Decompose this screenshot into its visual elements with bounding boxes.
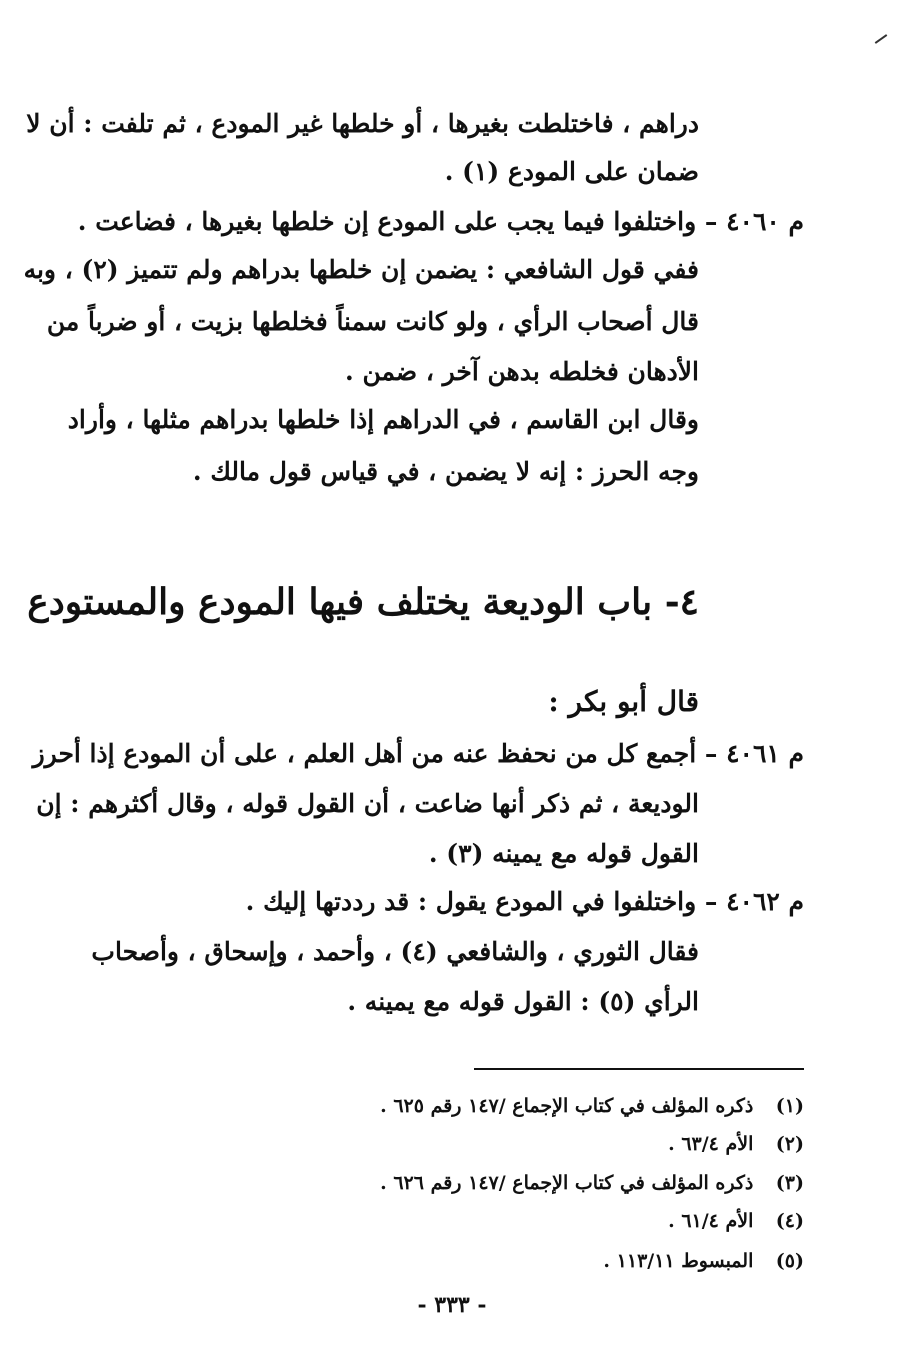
footnote-text: المبسوط ١١٣/١١ .	[603, 1250, 754, 1272]
body-line: فقال الثوري ، والشافعي (٤) ، وأحمد ، وإسحاق ، وأصحاب	[91, 937, 699, 966]
footnote-number: (١)	[775, 1095, 804, 1117]
speaker-line: قال أبو بكر :	[548, 685, 699, 718]
body-line: وقال ابن القاسم ، في الدراهم إذا خلطها بدراهم مثلها ، وأراد	[67, 405, 699, 434]
footnote	[324, 1247, 804, 1275]
footnote-number: (٢)	[775, 1133, 804, 1155]
body-line: القول قوله مع يمينه (٣) .	[428, 839, 699, 868]
body-line: الوديعة ، ثم ذكر أنها ضاعت ، أن القول قوله ، وقال أكثرهم : إن	[36, 789, 699, 818]
footnote-number: (٤)	[775, 1210, 804, 1232]
page-number: - ٣٣٣ -	[417, 1292, 487, 1318]
issue-4060-line: م ٤٠٦٠ – واختلفوا فيما يجب على المودع إن خلطها بغيرها ، فضاعت .	[77, 207, 804, 236]
body-line: ففي قول الشافعي : يضمن إن خلطها بدراهم ولم تتميز (٢) ، وبه	[23, 255, 699, 284]
footnote-text: ذكره المؤلف في كتاب الإجماع /١٤٧ رقم ٦٢٦ .	[380, 1172, 754, 1194]
body-line: الأدهان فخلطه بدهن آخر ، ضمن .	[345, 357, 699, 386]
body-line: دراهم ، فاختلطت بغيرها ، أو خلطها غير المودع ، ثم تلفت : أن لا	[26, 109, 699, 138]
footnote	[324, 1169, 804, 1197]
corner-mark	[875, 34, 888, 44]
footnote-number: (٥)	[775, 1250, 804, 1272]
footnote-number: (٣)	[775, 1172, 804, 1194]
footnote	[324, 1130, 804, 1158]
footnote-text: ذكره المؤلف في كتاب الإجماع /١٤٧ رقم ٦٢٥ .	[380, 1095, 754, 1117]
footnote	[324, 1207, 804, 1235]
body-line: الرأي (٥) : القول قوله مع يمينه .	[347, 987, 699, 1016]
chapter-heading: ٤- باب الوديعة يختلف فيها المودع والمستودع	[27, 581, 699, 623]
footnote-text: الأم ٦١/٤ .	[668, 1210, 754, 1232]
body-line: ضمان على المودع (١) .	[444, 157, 699, 186]
footnote-separator	[474, 1068, 804, 1070]
footnote	[324, 1092, 804, 1120]
footnote-text: الأم ٦٣/٤ .	[668, 1133, 754, 1155]
body-line: وجه الحرز : إنه لا يضمن ، في قياس قول مالك .	[192, 457, 699, 486]
issue-4061-line: م ٤٠٦١ – أجمع كل من نحفظ عنه من أهل العلم ، على أن المودع إذا أحرز	[32, 739, 804, 768]
body-line: قال أصحاب الرأي ، ولو كانت سمناً فخلطها بزيت ، أو ضرباً من	[46, 307, 699, 336]
issue-4062-line: م ٤٠٦٢ – واختلفوا في المودع يقول : قد رددتها إليك .	[245, 887, 804, 916]
